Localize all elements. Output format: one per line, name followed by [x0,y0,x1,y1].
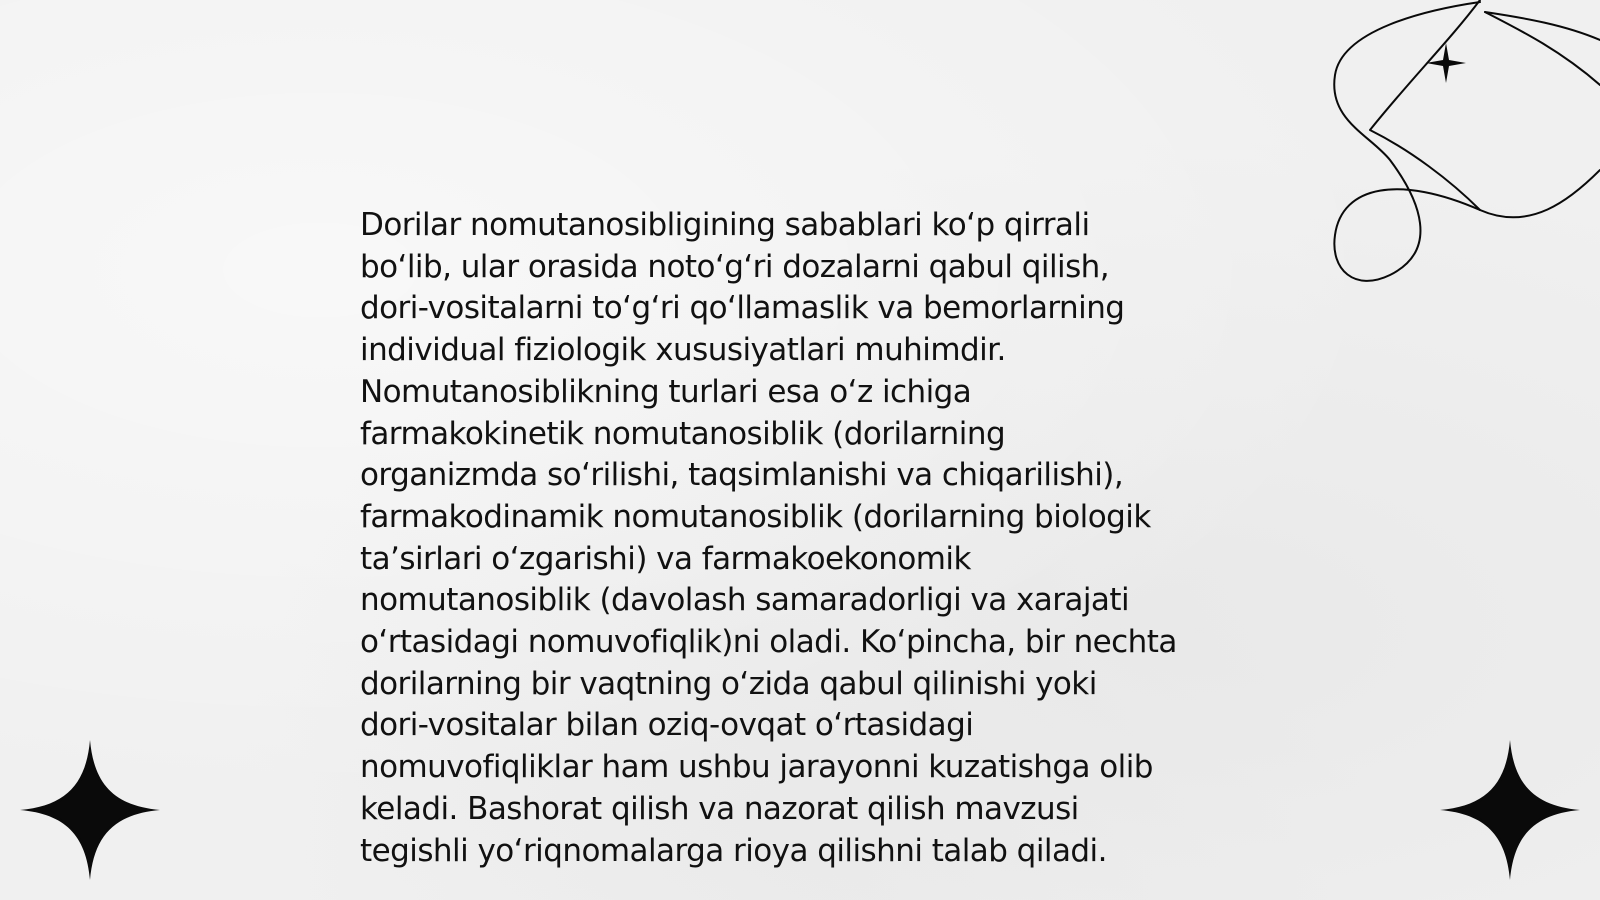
four-point-star-icon [1440,740,1580,880]
sparkle-outline-icon [1426,43,1466,83]
body-paragraph: Dorilar nomutanosibligining sabablari ko‘p qirrali bo‘lib, ular orasida noto‘g‘ri dozalarni qabul qilish, dori-vositalarni to‘g‘ri qo‘llamaslik va bemorlarning individual fiziologik xususiyatlari muhimdir. Nomutanosiblikning turlari esa o‘z ichiga farmakokinetik nomutanosiblik (dorilarning organizmda so‘rilishi, taqsimlanishi va chiqarilishi), farmakodinamik nomutanosiblik (dorilarning biologik ta’sirlari o‘zgarishi) va farmakoekonomik nomutanosiblik (davolash samaradorligi va xarajati o‘rtasidagi nomuvofiqlik)ni oladi. Ko‘pincha, bir nechta dorilarning bir vaqtning o‘zida qabul qilinishi yoki dori-vositalar bilan oziq-ovqat o‘rtasidagi nomuvofiqliklar ham ushbu jarayonni kuzatishga olib keladi. Bashorat qilish va nazorat qilish mavzusi tegishli yo‘riqnomalarga rioya qilishni talab qiladi. [360,207,1177,869]
four-point-star-icon [20,740,160,880]
